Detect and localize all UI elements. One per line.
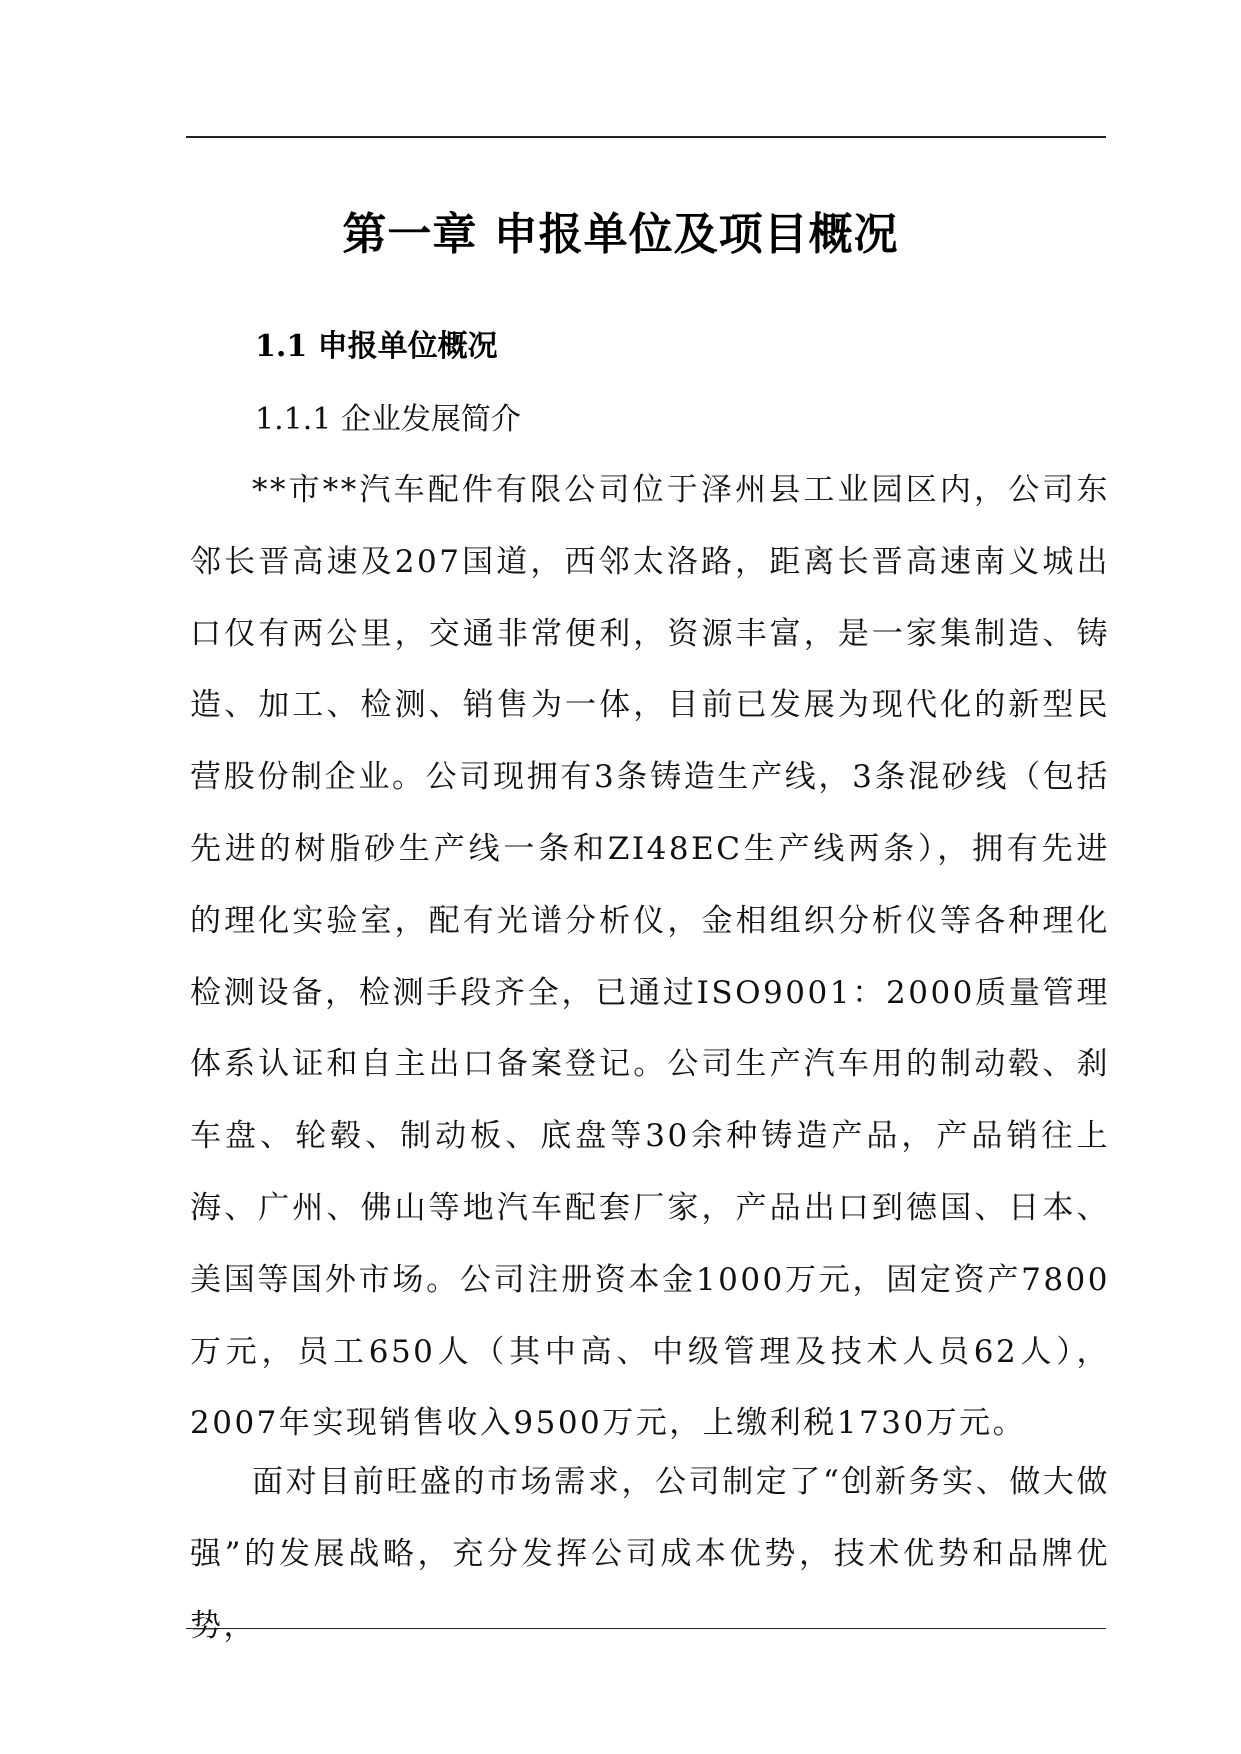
chapter-title: 第一章 申报单位及项目概况 xyxy=(342,209,899,260)
footer-rule xyxy=(186,1628,1106,1629)
subsection-heading: 1.1.1 企业发展简介 xyxy=(255,402,521,437)
header-rule xyxy=(186,136,1106,138)
body-paragraph: 面对目前旺盛的市场需求，公司制定了“创新务实、做大做强”的发展战略，充分发挥公司成本优势，技术优势和品牌优势， xyxy=(190,1464,1110,1644)
body-paragraph: **市**汽车配件有限公司位于泽州县工业园区内，公司东邻长晋高速及207国道，西邻太洛路，距离长晋高速南义城出口仅有两公里，交通非常便利，资源丰富，是一家集制造、铸造、加工、检测、销售为一体，目前已发展为现代化的新型民营股份制企业。公司现拥有3条铸造生产线，3条混砂线（包括先进的树脂砂生产线一条和ZI48EC生产线两条），拥有先进的理化实验室，配有光谱分析仪，金相组织分析仪等各种理化检测设备，检测手段齐全，已通过ISO9001：2000质量管理体系认证和自主出口备案登记。公司生产汽车用的制动毂、刹车盘、轮毂、制动板、底盘等30余种铸造产品，产品销往上海、广州、佛山等地汽车配套厂家，产品出口到德国、日本、美国等国外市场。公司注册资本金1000万元，固定资产7800万元，员工650人（其中高、中级管理及技术人员62人），2007年实现销售收入9500万元，上缴利税1730万元。 xyxy=(190,472,1110,1442)
section-heading: 1.1 申报单位概况 xyxy=(255,329,498,364)
